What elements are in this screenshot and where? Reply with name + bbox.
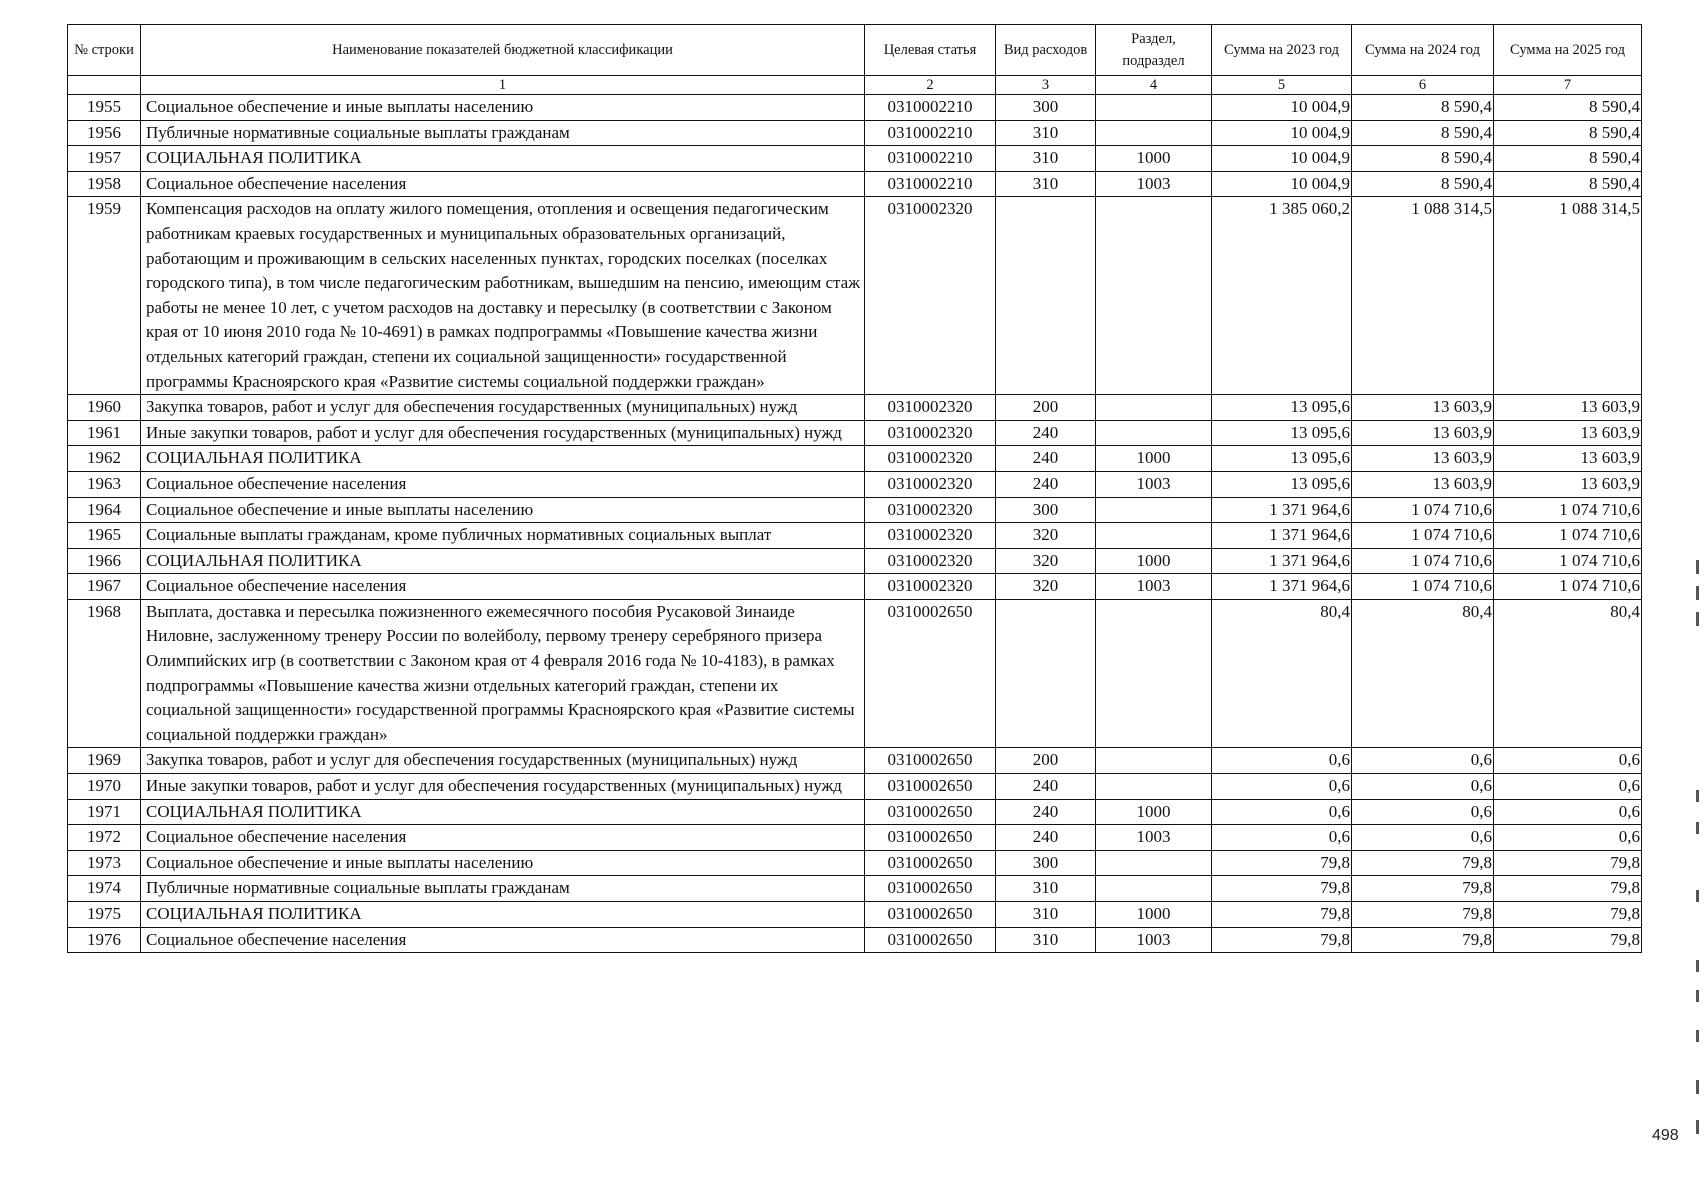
- cell-sum-2024: 8 590,4: [1352, 146, 1494, 172]
- cell-section-code: [1096, 748, 1212, 774]
- cell-target-article: 0310002210: [865, 146, 996, 172]
- cell-sum-2025: 1 074 710,6: [1494, 548, 1642, 574]
- cell-sum-2024: 13 603,9: [1352, 420, 1494, 446]
- cell-indicator-name: Выплата, доставка и пересылка пожизненного ежемесячного пособия Русаковой Зинаиде Ниловне, заслуженному тренеру России по волейболу, первому тренеру серебряного призера Олимпийских игр (в соответствии с Законом края от 4 февраля 2016 года № 10-4183), в рамках подпрограммы «Повышение качества жизни отдельных категорий граждан, степени их социальной защищенности» государственной программы Красноярского края «Развитие системы социальной поддержки граждан»: [141, 599, 865, 748]
- cell-target-article: 0310002320: [865, 395, 996, 421]
- column-number: [68, 76, 141, 95]
- cell-sum-2024: 79,8: [1352, 927, 1494, 953]
- page-number: 498: [1652, 1127, 1679, 1144]
- cell-row-number: 1969: [68, 748, 141, 774]
- table-row: [68, 876, 1642, 902]
- cell-target-article: 0310002320: [865, 574, 996, 600]
- cell-target-article: 0310002650: [865, 876, 996, 902]
- cell-sum-2023: 13 095,6: [1212, 471, 1352, 497]
- cell-row-number: 1972: [68, 825, 141, 851]
- cell-expense-type: 320: [996, 548, 1096, 574]
- table-row: [68, 95, 1642, 121]
- cell-sum-2025: 8 590,4: [1494, 120, 1642, 146]
- header-sum-2023: Сумма на 2023 год: [1212, 25, 1352, 76]
- cell-sum-2025: 0,6: [1494, 799, 1642, 825]
- cell-sum-2023: 1 371 964,6: [1212, 574, 1352, 600]
- cell-section-code: [1096, 876, 1212, 902]
- cell-sum-2024: 1 074 710,6: [1352, 548, 1494, 574]
- cell-sum-2025: 1 088 314,5: [1494, 197, 1642, 395]
- cell-section-code: [1096, 395, 1212, 421]
- cell-sum-2025: 8 590,4: [1494, 171, 1642, 197]
- cell-sum-2023: 13 095,6: [1212, 446, 1352, 472]
- cell-row-number: 1962: [68, 446, 141, 472]
- table-row: [68, 395, 1642, 421]
- cell-indicator-name: Социальное обеспечение населения: [141, 471, 865, 497]
- cell-sum-2025: 13 603,9: [1494, 471, 1642, 497]
- cell-sum-2024: 1 074 710,6: [1352, 523, 1494, 549]
- cell-section-code: 1000: [1096, 902, 1212, 928]
- cell-sum-2024: 13 603,9: [1352, 471, 1494, 497]
- cell-indicator-name: Закупка товаров, работ и услуг для обеспечения государственных (муниципальных) нужд: [141, 395, 865, 421]
- table-row: [68, 548, 1642, 574]
- cell-sum-2024: 79,8: [1352, 850, 1494, 876]
- cell-expense-type: 310: [996, 146, 1096, 172]
- cell-sum-2024: 1 074 710,6: [1352, 574, 1494, 600]
- table-body: [68, 95, 1642, 953]
- column-number: 4: [1096, 76, 1212, 95]
- header-sum-2025: Сумма на 2025 год: [1494, 25, 1642, 76]
- cell-sum-2023: 10 004,9: [1212, 146, 1352, 172]
- cell-indicator-name: СОЦИАЛЬНАЯ ПОЛИТИКА: [141, 146, 865, 172]
- cell-sum-2025: 0,6: [1494, 825, 1642, 851]
- cell-target-article: 0310002320: [865, 497, 996, 523]
- cell-row-number: 1970: [68, 774, 141, 800]
- cell-sum-2025: 79,8: [1494, 876, 1642, 902]
- cell-section-code: 1000: [1096, 548, 1212, 574]
- cell-sum-2025: 79,8: [1494, 902, 1642, 928]
- cell-target-article: 0310002650: [865, 748, 996, 774]
- header-sum-2024: Сумма на 2024 год: [1352, 25, 1494, 76]
- cell-expense-type: 310: [996, 120, 1096, 146]
- table-row: [68, 774, 1642, 800]
- cell-section-code: [1096, 599, 1212, 748]
- cell-expense-type: 240: [996, 471, 1096, 497]
- table-row: [68, 120, 1642, 146]
- cell-target-article: 0310002650: [865, 799, 996, 825]
- header-section: Раздел, подраздел: [1096, 25, 1212, 76]
- cell-expense-type: 300: [996, 850, 1096, 876]
- column-number-row: [68, 76, 1642, 95]
- column-number: 1: [141, 76, 865, 95]
- cell-target-article: 0310002320: [865, 548, 996, 574]
- table-row: [68, 446, 1642, 472]
- cell-row-number: 1971: [68, 799, 141, 825]
- cell-sum-2023: 10 004,9: [1212, 120, 1352, 146]
- cell-indicator-name: Публичные нормативные социальные выплаты гражданам: [141, 876, 865, 902]
- cell-indicator-name: Иные закупки товаров, работ и услуг для обеспечения государственных (муниципальных) нужд: [141, 774, 865, 800]
- cell-section-code: 1000: [1096, 799, 1212, 825]
- cell-section-code: [1096, 523, 1212, 549]
- cell-sum-2023: 13 095,6: [1212, 420, 1352, 446]
- cell-sum-2023: 0,6: [1212, 774, 1352, 800]
- cell-row-number: 1974: [68, 876, 141, 902]
- cell-expense-type: 320: [996, 574, 1096, 600]
- cell-sum-2023: 1 371 964,6: [1212, 523, 1352, 549]
- cell-section-code: [1096, 197, 1212, 395]
- cell-sum-2024: 79,8: [1352, 902, 1494, 928]
- cell-target-article: 0310002320: [865, 523, 996, 549]
- table-row: [68, 799, 1642, 825]
- table-row: [68, 497, 1642, 523]
- cell-expense-type: [996, 197, 1096, 395]
- cell-section-code: [1096, 120, 1212, 146]
- cell-sum-2025: 8 590,4: [1494, 95, 1642, 121]
- table-row: [68, 574, 1642, 600]
- cell-indicator-name: СОЦИАЛЬНАЯ ПОЛИТИКА: [141, 902, 865, 928]
- cell-target-article: 0310002320: [865, 446, 996, 472]
- cell-indicator-name: Социальное обеспечение населения: [141, 927, 865, 953]
- cell-indicator-name: Публичные нормативные социальные выплаты гражданам: [141, 120, 865, 146]
- cell-sum-2024: 8 590,4: [1352, 120, 1494, 146]
- column-number: 2: [865, 76, 996, 95]
- budget-table: [67, 24, 1642, 953]
- cell-expense-type: 240: [996, 799, 1096, 825]
- cell-indicator-name: Закупка товаров, работ и услуг для обеспечения государственных (муниципальных) нужд: [141, 748, 865, 774]
- cell-sum-2023: 79,8: [1212, 876, 1352, 902]
- cell-section-code: 1003: [1096, 471, 1212, 497]
- cell-indicator-name: Социальное обеспечение населения: [141, 574, 865, 600]
- cell-indicator-name: Социальное обеспечение и иные выплаты населению: [141, 850, 865, 876]
- cell-section-code: 1003: [1096, 825, 1212, 851]
- cell-section-code: [1096, 850, 1212, 876]
- table-row: [68, 471, 1642, 497]
- cell-expense-type: [996, 599, 1096, 748]
- table-row: [68, 850, 1642, 876]
- cell-indicator-name: Социальное обеспечение и иные выплаты населению: [141, 95, 865, 121]
- cell-expense-type: 310: [996, 876, 1096, 902]
- cell-target-article: 0310002210: [865, 95, 996, 121]
- cell-sum-2023: 1 371 964,6: [1212, 548, 1352, 574]
- cell-row-number: 1963: [68, 471, 141, 497]
- cell-row-number: 1973: [68, 850, 141, 876]
- column-number: 6: [1352, 76, 1494, 95]
- cell-sum-2024: 13 603,9: [1352, 446, 1494, 472]
- cell-sum-2024: 13 603,9: [1352, 395, 1494, 421]
- cell-section-code: 1003: [1096, 574, 1212, 600]
- cell-sum-2025: 0,6: [1494, 774, 1642, 800]
- table-row: [68, 146, 1642, 172]
- header-target-article: Целевая статья: [865, 25, 996, 76]
- cell-expense-type: 300: [996, 95, 1096, 121]
- cell-expense-type: 200: [996, 395, 1096, 421]
- scan-edge-marks: [1696, 560, 1700, 1160]
- cell-sum-2025: 13 603,9: [1494, 446, 1642, 472]
- table-row: [68, 197, 1642, 395]
- cell-target-article: 0310002650: [865, 902, 996, 928]
- cell-sum-2023: 79,8: [1212, 902, 1352, 928]
- cell-sum-2025: 13 603,9: [1494, 395, 1642, 421]
- cell-target-article: 0310002320: [865, 197, 996, 395]
- cell-sum-2025: 79,8: [1494, 927, 1642, 953]
- cell-sum-2025: 80,4: [1494, 599, 1642, 748]
- cell-sum-2023: 10 004,9: [1212, 95, 1352, 121]
- column-number: 3: [996, 76, 1096, 95]
- cell-expense-type: 200: [996, 748, 1096, 774]
- cell-sum-2024: 1 074 710,6: [1352, 497, 1494, 523]
- cell-sum-2025: 1 074 710,6: [1494, 497, 1642, 523]
- cell-sum-2024: 0,6: [1352, 825, 1494, 851]
- cell-sum-2023: 79,8: [1212, 927, 1352, 953]
- cell-target-article: 0310002320: [865, 471, 996, 497]
- cell-sum-2024: 0,6: [1352, 799, 1494, 825]
- cell-section-code: [1096, 774, 1212, 800]
- cell-row-number: 1975: [68, 902, 141, 928]
- cell-indicator-name: Социальное обеспечение населения: [141, 171, 865, 197]
- cell-indicator-name: Социальное обеспечение населения: [141, 825, 865, 851]
- cell-row-number: 1964: [68, 497, 141, 523]
- cell-row-number: 1976: [68, 927, 141, 953]
- cell-row-number: 1961: [68, 420, 141, 446]
- cell-sum-2025: 8 590,4: [1494, 146, 1642, 172]
- cell-section-code: 1000: [1096, 446, 1212, 472]
- table-row: [68, 420, 1642, 446]
- cell-indicator-name: Компенсация расходов на оплату жилого помещения, отопления и освещения педагогическим работникам краевых государственных и муниципальных образовательных организаций, работающим и проживающим в сельских населенных пунктах, городских поселках (поселках городского типа), в том числе педагогическим работникам, вышедшим на пенсию, имеющим стаж работы не менее 10 лет, с учетом расходов на доставку и пересылку (в соответствии с Законом края от 10 июня 2010 года № 10-4691) в рамках подпрограммы «Повышение качества жизни отдельных категорий граждан, степени их социальной защищенности» государственной программы Красноярского края «Развитие системы социальной поддержки граждан»: [141, 197, 865, 395]
- cell-sum-2025: 0,6: [1494, 748, 1642, 774]
- cell-sum-2025: 79,8: [1494, 850, 1642, 876]
- table-row: [68, 748, 1642, 774]
- cell-sum-2024: 1 088 314,5: [1352, 197, 1494, 395]
- cell-section-code: [1096, 420, 1212, 446]
- cell-expense-type: 310: [996, 902, 1096, 928]
- cell-indicator-name: Иные закупки товаров, работ и услуг для обеспечения государственных (муниципальных) нужд: [141, 420, 865, 446]
- table-row: [68, 171, 1642, 197]
- column-number: 7: [1494, 76, 1642, 95]
- cell-target-article: 0310002210: [865, 171, 996, 197]
- header-row-number: № строки: [68, 25, 141, 76]
- cell-section-code: [1096, 95, 1212, 121]
- cell-sum-2024: 8 590,4: [1352, 171, 1494, 197]
- cell-sum-2025: 13 603,9: [1494, 420, 1642, 446]
- column-number: 5: [1212, 76, 1352, 95]
- cell-sum-2023: 79,8: [1212, 850, 1352, 876]
- header-expense-type: Вид расходов: [996, 25, 1096, 76]
- cell-sum-2024: 8 590,4: [1352, 95, 1494, 121]
- cell-indicator-name: Социальное обеспечение и иные выплаты населению: [141, 497, 865, 523]
- table-row: [68, 902, 1642, 928]
- cell-row-number: 1957: [68, 146, 141, 172]
- cell-expense-type: 310: [996, 927, 1096, 953]
- cell-indicator-name: СОЦИАЛЬНАЯ ПОЛИТИКА: [141, 548, 865, 574]
- cell-expense-type: 320: [996, 523, 1096, 549]
- cell-sum-2023: 0,6: [1212, 799, 1352, 825]
- cell-indicator-name: Социальные выплаты гражданам, кроме публичных нормативных социальных выплат: [141, 523, 865, 549]
- cell-target-article: 0310002320: [865, 420, 996, 446]
- cell-section-code: [1096, 497, 1212, 523]
- table-row: [68, 599, 1642, 748]
- cell-row-number: 1956: [68, 120, 141, 146]
- cell-expense-type: 240: [996, 774, 1096, 800]
- table-row: [68, 825, 1642, 851]
- cell-sum-2024: 0,6: [1352, 748, 1494, 774]
- cell-expense-type: 240: [996, 825, 1096, 851]
- cell-sum-2023: 10 004,9: [1212, 171, 1352, 197]
- cell-expense-type: 240: [996, 420, 1096, 446]
- cell-expense-type: 300: [996, 497, 1096, 523]
- cell-sum-2024: 80,4: [1352, 599, 1494, 748]
- cell-expense-type: 310: [996, 171, 1096, 197]
- cell-sum-2023: 1 385 060,2: [1212, 197, 1352, 395]
- cell-sum-2023: 1 371 964,6: [1212, 497, 1352, 523]
- cell-target-article: 0310002650: [865, 825, 996, 851]
- cell-sum-2023: 13 095,6: [1212, 395, 1352, 421]
- cell-section-code: 1003: [1096, 171, 1212, 197]
- cell-section-code: 1000: [1096, 146, 1212, 172]
- cell-target-article: 0310002650: [865, 850, 996, 876]
- cell-row-number: 1959: [68, 197, 141, 395]
- cell-row-number: 1966: [68, 548, 141, 574]
- table-row: [68, 523, 1642, 549]
- cell-sum-2023: 0,6: [1212, 748, 1352, 774]
- table-row: [68, 927, 1642, 953]
- cell-indicator-name: СОЦИАЛЬНАЯ ПОЛИТИКА: [141, 799, 865, 825]
- cell-row-number: 1960: [68, 395, 141, 421]
- cell-row-number: 1967: [68, 574, 141, 600]
- cell-sum-2023: 0,6: [1212, 825, 1352, 851]
- cell-sum-2025: 1 074 710,6: [1494, 523, 1642, 549]
- cell-indicator-name: СОЦИАЛЬНАЯ ПОЛИТИКА: [141, 446, 865, 472]
- cell-sum-2023: 80,4: [1212, 599, 1352, 748]
- header-indicator-name: Наименование показателей бюджетной классификации: [141, 25, 865, 76]
- cell-target-article: 0310002650: [865, 927, 996, 953]
- cell-target-article: 0310002210: [865, 120, 996, 146]
- header-row: [68, 25, 1642, 76]
- cell-row-number: 1968: [68, 599, 141, 748]
- cell-row-number: 1965: [68, 523, 141, 549]
- cell-target-article: 0310002650: [865, 599, 996, 748]
- cell-target-article: 0310002650: [865, 774, 996, 800]
- cell-sum-2024: 0,6: [1352, 774, 1494, 800]
- cell-expense-type: 240: [996, 446, 1096, 472]
- cell-section-code: 1003: [1096, 927, 1212, 953]
- cell-sum-2024: 79,8: [1352, 876, 1494, 902]
- cell-row-number: 1958: [68, 171, 141, 197]
- cell-row-number: 1955: [68, 95, 141, 121]
- cell-sum-2025: 1 074 710,6: [1494, 574, 1642, 600]
